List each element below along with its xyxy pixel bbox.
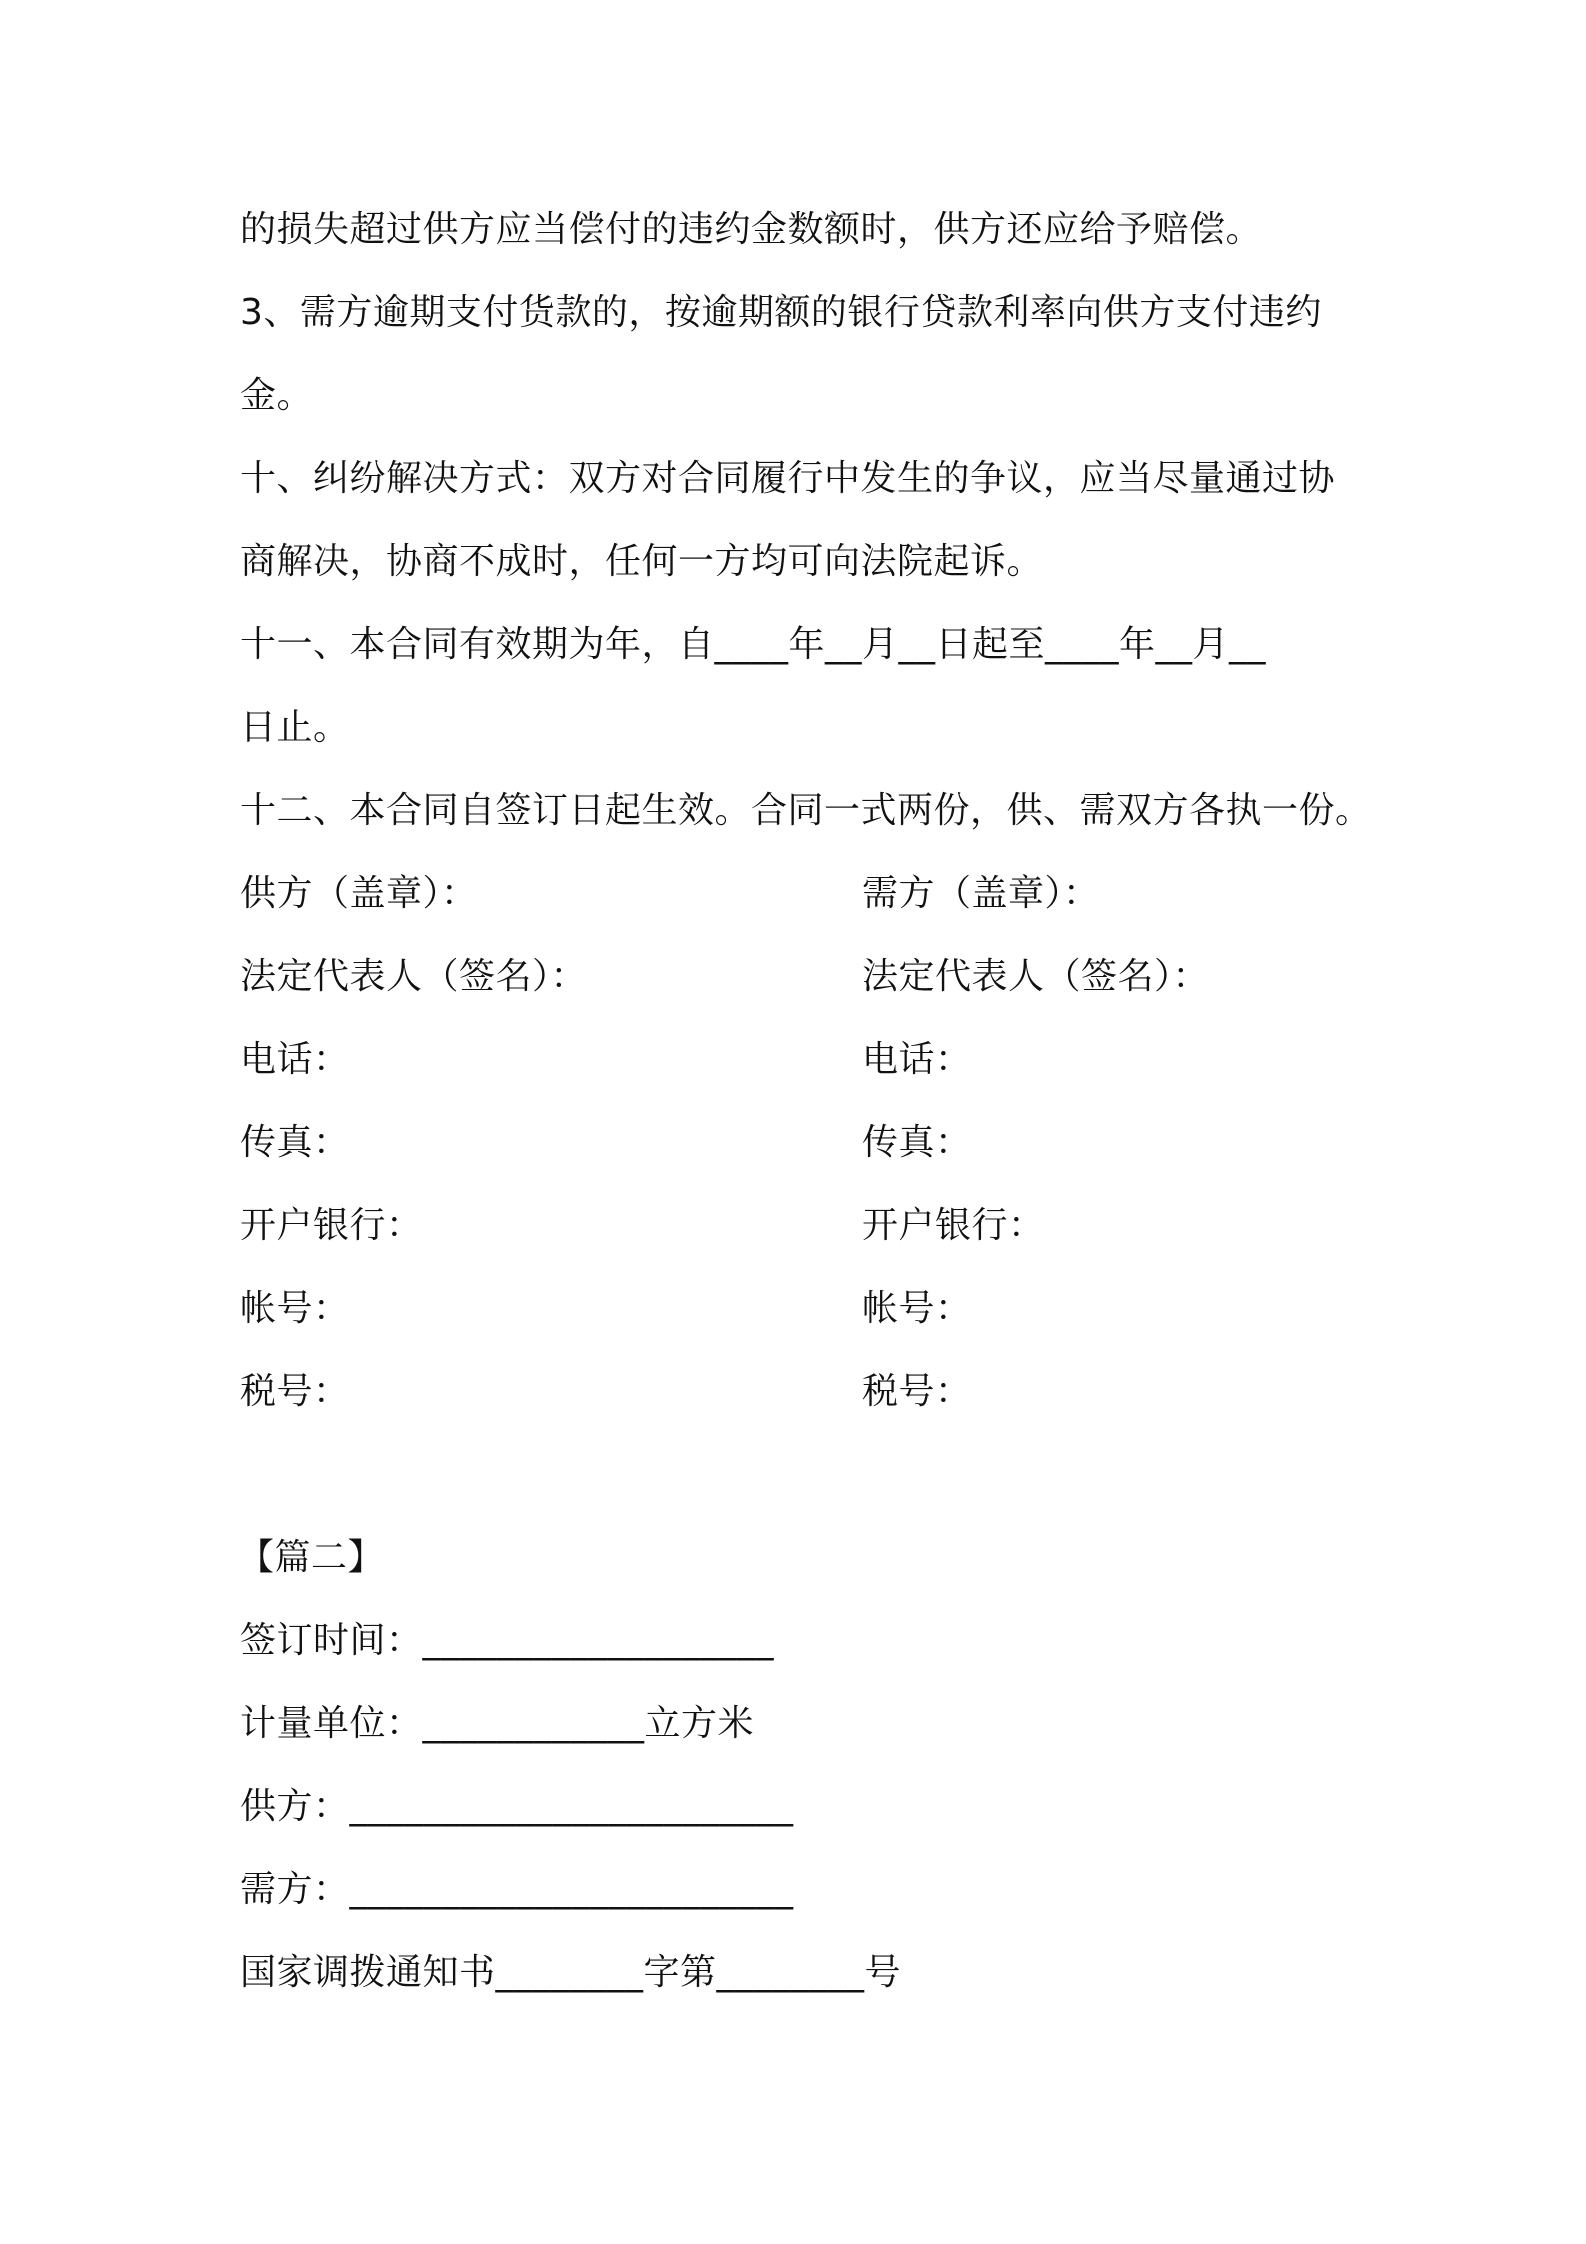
supplier-fax-label: 传真： <box>240 1122 350 1163</box>
unit-field: 计量单位：____________立方米 <box>240 1703 755 1744</box>
allocation-notice-field: 国家调拨通知书________字第________号 <box>240 1952 902 1993</box>
supplier-account-label: 帐号： <box>240 1288 350 1329</box>
buyer-bank-label: 开户银行： <box>862 1205 1045 1246</box>
buyer-seal-label: 需方（盖章）： <box>862 873 1100 914</box>
part-two-buyer-field: 需方：________________________ <box>240 1869 794 1910</box>
supplier-tax-id-label: 税号： <box>240 1371 350 1412</box>
supplier-bank-label: 开户银行： <box>240 1205 423 1246</box>
buyer-account-label: 帐号： <box>862 1288 972 1329</box>
buyer-phone-label: 电话： <box>862 1039 972 1080</box>
paragraph-line: 日止。 <box>240 707 350 748</box>
buyer-representative-label: 法定代表人（签名）： <box>862 956 1210 997</box>
paragraph-line: 的损失超过供方应当偿付的违约金数额时，供方还应给予赔偿。 <box>240 209 1263 250</box>
signing-time-field: 签订时间：___________________ <box>240 1620 775 1661</box>
paragraph-line: 十二、本合同自签订日起生效。合同一式两份，供、需双方各执一份。 <box>240 790 1372 831</box>
buyer-fax-label: 传真： <box>862 1122 972 1163</box>
paragraph-line: 十、纠纷解决方式：双方对合同履行中发生的争议，应当尽量通过协 <box>240 458 1336 499</box>
supplier-representative-label: 法定代表人（签名）： <box>240 956 588 997</box>
supplier-phone-label: 电话： <box>240 1039 350 1080</box>
buyer-tax-id-label: 税号： <box>862 1371 972 1412</box>
paragraph-line: 3、需方逾期支付货款的，按逾期额的银行贷款利率向供方支付违约 <box>240 292 1322 333</box>
part-two-heading: 【篇二】 <box>238 1537 385 1578</box>
paragraph-line: 十一、本合同有效期为年，自____年__月__日起至____年__月__ <box>240 624 1267 665</box>
paragraph-line: 金。 <box>240 375 314 416</box>
part-two-supplier-field: 供方：________________________ <box>240 1786 794 1827</box>
supplier-seal-label: 供方（盖章）： <box>240 873 478 914</box>
paragraph-line: 商解决，协商不成时，任何一方均可向法院起诉。 <box>240 541 1044 582</box>
